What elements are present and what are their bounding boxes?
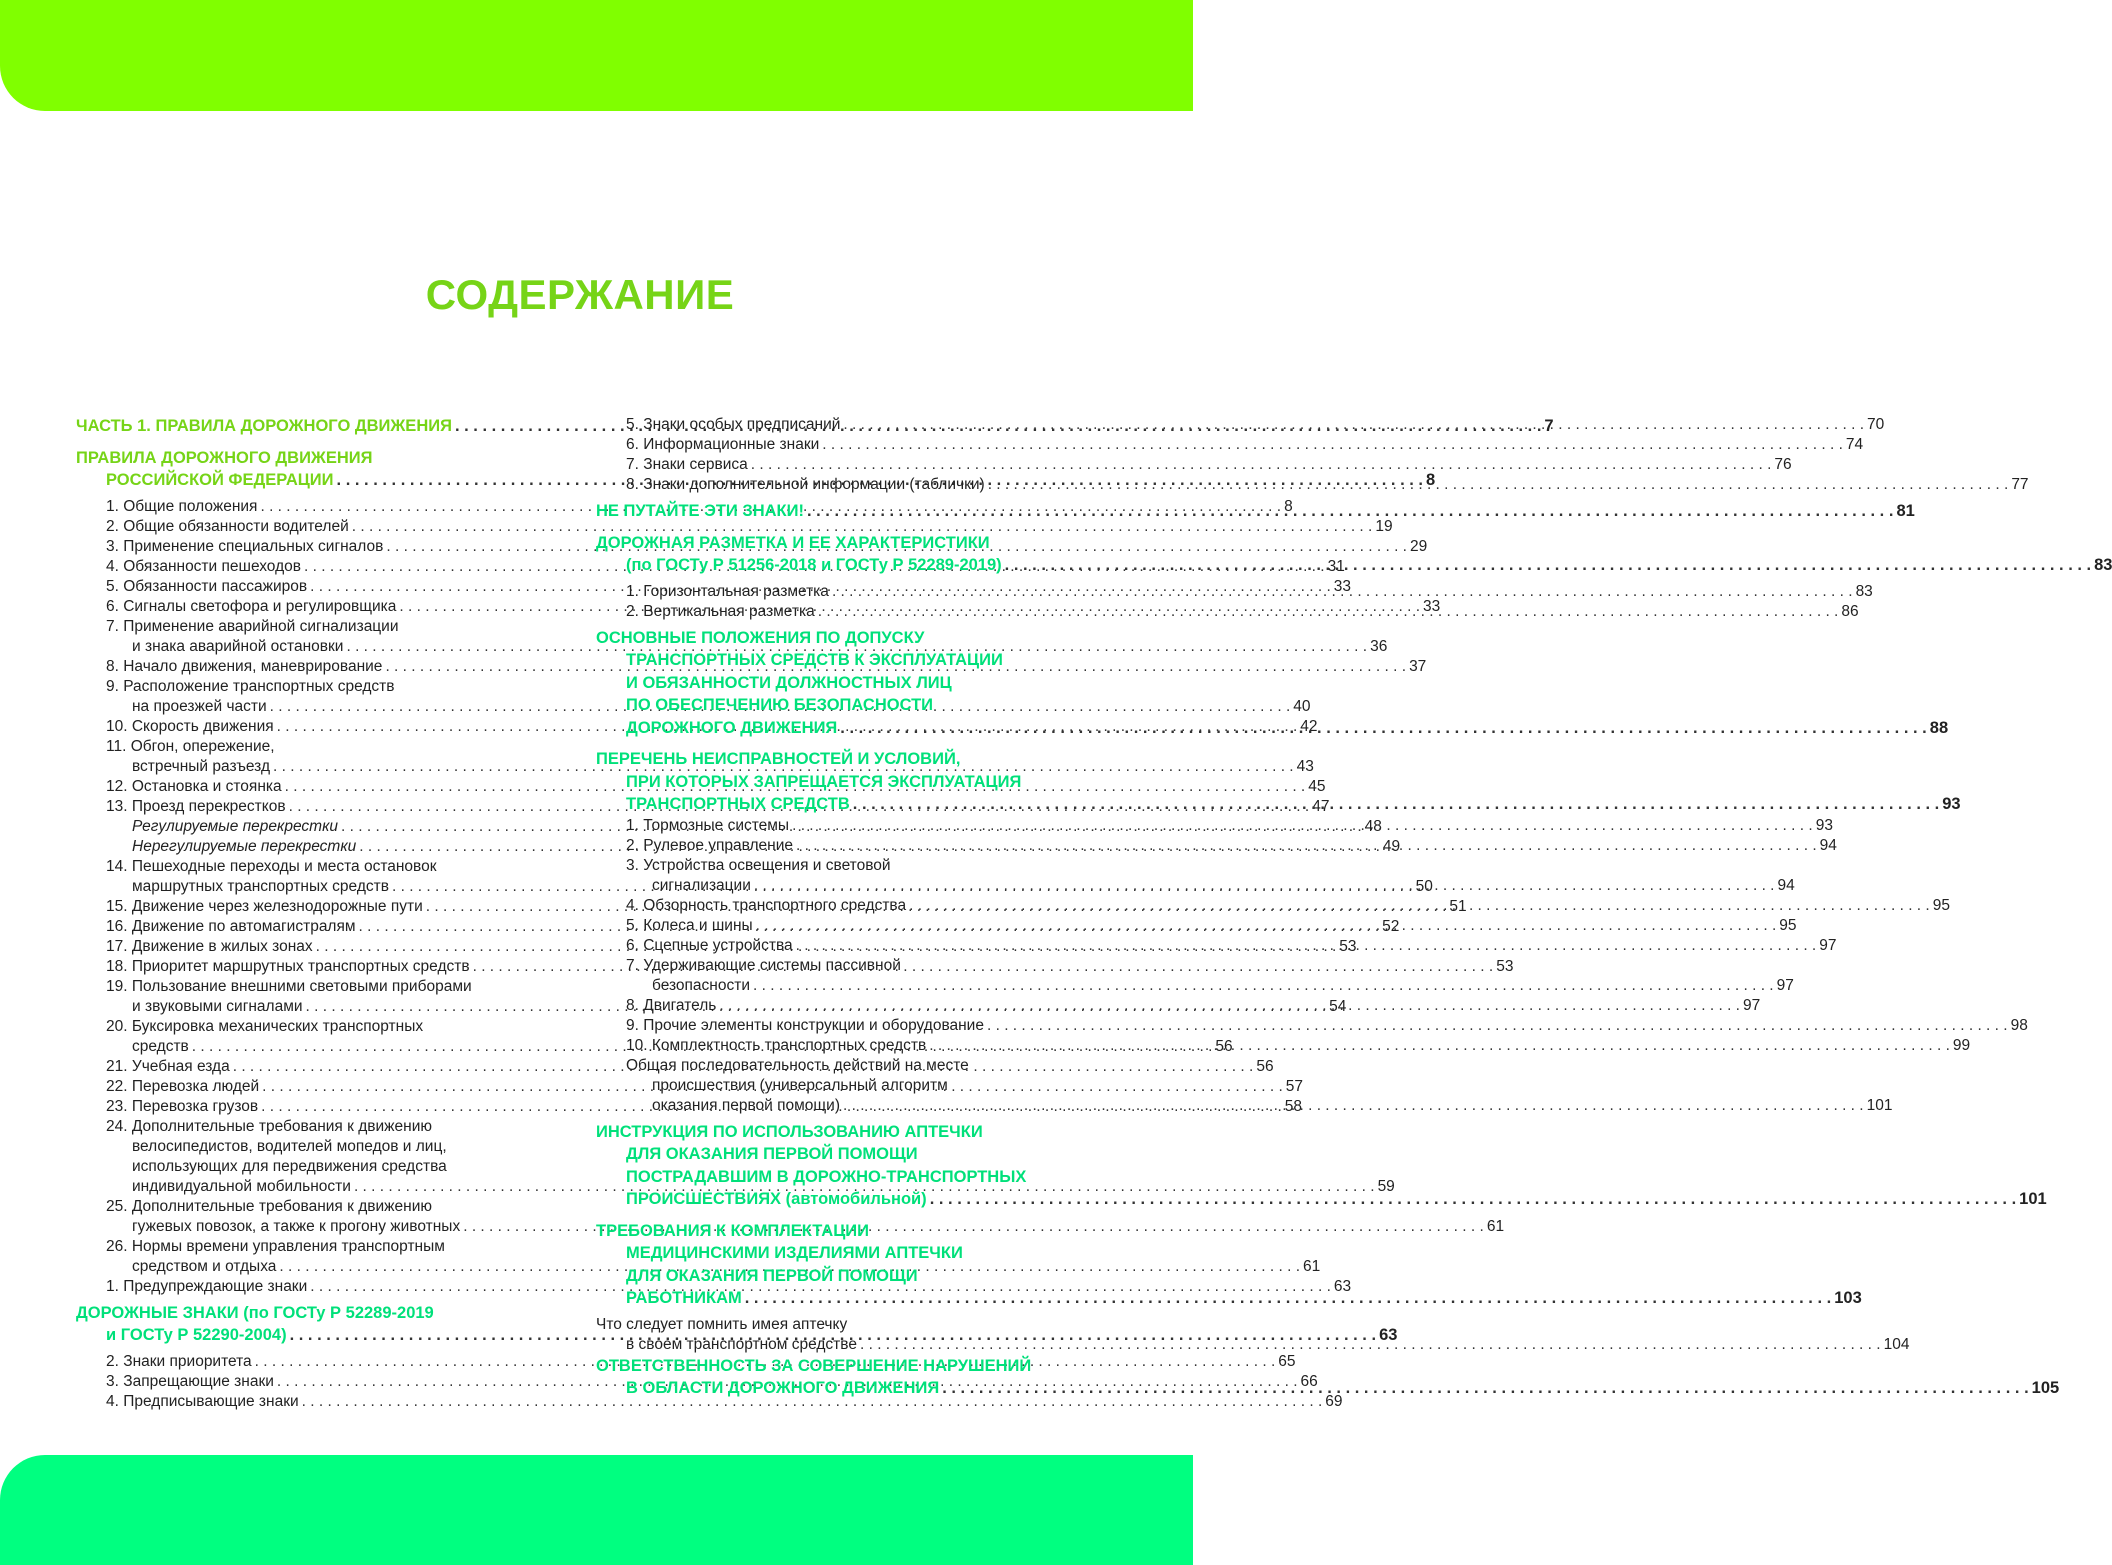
toc-entry-title: 10. Скорость движения xyxy=(106,717,274,735)
toc-leader-dots xyxy=(818,602,1839,622)
toc-entry-title: в своем транспортном средстве xyxy=(626,1335,857,1353)
toc-leader-dots xyxy=(796,936,1817,956)
toc-entry xyxy=(76,1237,568,1257)
toc-leader-dots xyxy=(792,816,1813,836)
toc-page-number: 95 xyxy=(1779,916,1797,934)
toc-page-number: 50 xyxy=(1415,877,1433,895)
toc-entry-title: 18. Приоритет маршрутных транспортных средств xyxy=(106,957,470,975)
toc-entry-title: ПРАВИЛА ДОРОЖНОГО ДВИЖЕНИЯ xyxy=(76,448,373,467)
toc-entry xyxy=(76,857,568,877)
toc-entry-title: 7. Применение аварийной сигнализации xyxy=(106,617,399,635)
toc-entry-title: МЕДИЦИНСКИМИ ИЗДЕЛИЯМИ АПТЕЧКИ xyxy=(626,1244,963,1262)
toc-entry-title: велосипедистов, водителей мопедов и лиц, xyxy=(132,1137,447,1155)
toc-page-number: 33 xyxy=(1423,597,1441,615)
toc-page-number: 53 xyxy=(1339,937,1357,955)
toc-page-number: 42 xyxy=(1300,717,1318,735)
toc-entry-title: 8. Знаки дополнительной информации (таблички) xyxy=(626,476,985,493)
toc-heading xyxy=(596,1220,1086,1243)
toc-page-number: 101 xyxy=(2019,1190,2047,1208)
toc-entry xyxy=(596,435,1864,455)
toc-page-number: 77 xyxy=(2011,476,2029,493)
toc-entry-title: ИНСТРУКЦИЯ ПО ИСПОЛЬЗОВАНИЮ АПТЕЧКИ xyxy=(596,1122,983,1141)
toc-entry-title: Нерегулируемые перекрестки xyxy=(132,837,357,855)
toc-leader-dots xyxy=(988,475,2009,495)
toc-page-number: 48 xyxy=(1364,817,1382,835)
toc-page-number: 63 xyxy=(1379,1326,1398,1344)
toc-entry-title: 6. Сцепные устройства xyxy=(626,936,793,954)
toc-entry xyxy=(596,1056,1086,1076)
toc-page-number: 88 xyxy=(1929,718,1949,737)
toc-entry-title: 2. Рулевое управление xyxy=(626,836,794,854)
toc-entry xyxy=(76,617,568,637)
toc-leader-dots xyxy=(796,836,1817,856)
toc-page-number: 74 xyxy=(1845,436,1864,453)
toc-entry-title: РОССИЙСКОЙ ФЕДЕРАЦИИ xyxy=(106,471,334,489)
toc-entry-title: 10. Комплектность транспортных средств xyxy=(626,1036,927,1054)
toc-entry xyxy=(596,856,1086,876)
toc-leader-dots xyxy=(832,582,1853,602)
toc-page-number: 83 xyxy=(2094,556,2112,574)
toc-entry-title: использующих для передвижения средства xyxy=(132,1157,447,1175)
toc-page-number: 56 xyxy=(1256,1057,1274,1075)
toc-entry-title: 19. Пользование внешними световыми приборами xyxy=(106,977,472,995)
toc-page-number: 59 xyxy=(1377,1177,1395,1195)
toc-entry-title: индивидуальной мобильности xyxy=(132,1177,351,1195)
toc-page-number: 95 xyxy=(1932,896,1950,914)
toc-page-number: 57 xyxy=(1285,1077,1304,1095)
toc-entry-title: (по ГОСТу Р 51256-2018 и ГОСТу Р 52289-2019) xyxy=(626,556,1002,574)
toc-page-number: 31 xyxy=(1327,557,1345,575)
toc-heading xyxy=(596,532,1086,555)
toc-entry-title: ДОРОЖНАЯ РАЗМЕТКА И ЕЕ ХАРАКТЕРИСТИКИ xyxy=(596,533,990,552)
toc-page-number: 45 xyxy=(1308,777,1326,795)
toc-leader-dots xyxy=(840,717,1926,740)
toc-entry-title: и звуковыми сигналами xyxy=(132,997,303,1015)
toc-entry xyxy=(76,677,568,697)
toc-entry-title: И ОБЯЗАННОСТИ ДОЛЖНОСТНЫХ ЛИЦ xyxy=(626,673,952,692)
toc-page-number: 66 xyxy=(1300,1372,1318,1390)
toc-entry-title: ДОРОЖНЫЕ ЗНАКИ (по ГОСТу Р 52289-2019 xyxy=(76,1303,434,1322)
toc-entry-title: 5. Обязанности пассажиров xyxy=(106,577,308,595)
toc-page-number: 53 xyxy=(1496,957,1514,975)
toc-page-number: 99 xyxy=(1952,1036,1971,1054)
toc-page-number: 101 xyxy=(1866,1096,1893,1114)
toc-entry-title: 24. Дополнительные требования к движению xyxy=(106,1117,432,1135)
toc-entry xyxy=(76,737,568,757)
toc-entry-title: 3. Запрещающие знаки xyxy=(106,1372,274,1390)
toc-entry-title: 9. Прочие элементы конструкции и оборудование xyxy=(626,1016,984,1034)
toc-page-number: 76 xyxy=(1774,456,1792,473)
toc-page-number: 8 xyxy=(1426,471,1436,489)
toc-entry-title: ОТВЕТСТВЕННОСТЬ ЗА СОВЕРШЕНИЕ НАРУШЕНИЙ xyxy=(596,1356,1032,1375)
toc-entry-title: на проезжей части xyxy=(132,697,267,715)
toc-leader-dots xyxy=(719,996,1740,1016)
toc-entry xyxy=(76,1197,568,1217)
toc-entry-title: 2. Вертикальная разметка xyxy=(626,602,815,620)
toc-entry-title: В ОБЛАСТИ ДОРОЖНОГО ДВИЖЕНИЯ xyxy=(626,1379,940,1397)
toc-entry xyxy=(596,475,2029,495)
toc-heading xyxy=(76,447,568,470)
toc-heading xyxy=(596,694,1086,717)
toc-entry-title: оказания первой помощи) xyxy=(652,1096,840,1114)
toc-entry-title: ДЛЯ ОКАЗАНИЯ ПЕРВОЙ ПОМОЩИ xyxy=(626,1145,918,1163)
toc-entry-title: 25. Дополнительные требования к движению xyxy=(106,1197,432,1215)
toc-entry-title: 1. Общие положения xyxy=(106,497,258,515)
toc-entry-title: ТРАНСПОРТНЫХ СРЕДСТВ xyxy=(626,795,850,813)
toc-leader-dots xyxy=(751,455,1772,475)
toc-page-number: 105 xyxy=(2031,1379,2060,1397)
toc-entry-title: безопасности xyxy=(652,976,750,994)
toc-entry-title: Что следует помнить имея аптечку xyxy=(596,1315,848,1333)
toc-entry-title: маршрутных транспортных средств xyxy=(132,877,389,895)
toc-entry-title: 22. Перевозка людей xyxy=(106,1077,260,1095)
toc-entry-title: ЧАСТЬ 1. ПРАВИЛА ДОРОЖНОГО ДВИЖЕНИЯ xyxy=(76,417,452,435)
toc-heading xyxy=(596,748,1086,771)
toc-heading xyxy=(596,1121,1086,1144)
toc-entry-title: средством и отдыха xyxy=(132,1257,277,1275)
toc-entry-title: 23. Перевозка грузов xyxy=(106,1097,259,1115)
toc-page-number: 61 xyxy=(1486,1217,1505,1235)
toc-page-number: 97 xyxy=(1776,976,1794,994)
toc-entry-title: 13. Проезд перекрестков xyxy=(106,797,286,815)
toc-entry-title: сигнализации xyxy=(652,876,751,894)
toc-page-number: 93 xyxy=(1942,795,1961,813)
toc-entry-title: НЕ ПУТАЙТЕ ЭТИ ЗНАКИ! xyxy=(596,502,804,520)
toc-entry xyxy=(76,517,1393,537)
toc-page-number: 29 xyxy=(1410,537,1428,555)
toc-entry-title: ПО ОБЕСПЕЧЕНИЮ БЕЗОПАСНОСТИ xyxy=(626,696,934,714)
toc-page-number: 81 xyxy=(1896,502,1915,520)
toc-heading xyxy=(596,1355,1086,1378)
toc-entry xyxy=(596,1016,2028,1036)
toc-entry-title: ДЛЯ ОКАЗАНИЯ ПЕРВОЙ ПОМОЩИ xyxy=(626,1266,918,1285)
toc-entry-title: ПРИ КОТОРЫХ ЗАПРЕЩАЕТСЯ ЭКСПЛУАТАЦИЯ xyxy=(626,772,1022,791)
toc-entry-title: 11. Обгон, опережение, xyxy=(106,737,275,755)
toc-heading xyxy=(596,500,1915,523)
toc-entry-title: 1. Тормозные системы xyxy=(626,816,790,834)
toc-heading xyxy=(596,1265,1086,1288)
toc-page-number: 69 xyxy=(1325,1392,1343,1410)
toc-leader-dots xyxy=(753,976,1774,996)
toc-entry-title: происшествия (универсальный алгоритм xyxy=(652,1076,948,1094)
toc-entry-title: 2. Знаки приоритета xyxy=(106,1352,252,1370)
toc-page-number: 7 xyxy=(1544,417,1554,435)
toc-entry xyxy=(76,1117,568,1137)
toc-entry-title: 4. Обзорность транспортного средства xyxy=(626,896,907,914)
toc-heading xyxy=(596,771,1086,794)
toc-leader-dots xyxy=(843,415,1864,435)
toc-page-number: 65 xyxy=(1278,1352,1296,1370)
toc-leader-dots xyxy=(930,1188,2016,1211)
toc-entry-title: 2. Общие обязанности водителей xyxy=(106,517,349,535)
toc-page-number: 52 xyxy=(1382,917,1400,935)
toc-entry-title: ПРОИСШЕСТВИЯХ (автомобильной) xyxy=(626,1190,927,1208)
toc-entry-title: ТРЕБОВАНИЯ К КОМПЛЕКТАЦИИ xyxy=(596,1221,869,1240)
toc-entry-title: и знака аварийной остановки xyxy=(132,637,344,655)
toc-leader-dots xyxy=(822,435,1843,455)
toc-page-number: 61 xyxy=(1303,1257,1321,1275)
toc-heading xyxy=(596,1166,1086,1189)
toc-entry-title: ТРАНСПОРТНЫХ СРЕДСТВ К ЭКСПЛУАТАЦИИ xyxy=(626,651,1003,669)
toc-entry xyxy=(596,976,1794,996)
toc-entry xyxy=(596,415,1885,435)
toc-entry-title: 7. Знаки сервиса xyxy=(626,456,748,473)
toc-page-number: 54 xyxy=(1329,997,1347,1015)
toc-heading xyxy=(596,627,1086,650)
toc-entry-title: 7. Удерживающие системы пассивной xyxy=(626,956,901,974)
toc-leader-dots xyxy=(843,1096,1864,1116)
toc-entry-title: ПЕРЕЧЕНЬ НЕИСПРАВНОСТЕЙ И УСЛОВИЙ, xyxy=(596,750,961,768)
toc-entry xyxy=(596,455,1792,475)
toc-entry-title: 4. Обязанности пешеходов xyxy=(106,557,301,575)
toc-entry xyxy=(596,1315,1086,1335)
toc-entry xyxy=(76,1277,1352,1297)
toc-leader-dots xyxy=(942,1377,2028,1400)
toc-page-number: 58 xyxy=(1284,1097,1303,1115)
toc-heading xyxy=(596,649,1086,672)
toc-leader-dots xyxy=(987,1016,2008,1036)
top-color-band xyxy=(0,0,1193,111)
toc-entry-title: ПОСТРАДАВШИМ В ДОРОЖНО-ТРАНСПОРТНЫХ xyxy=(626,1167,1027,1186)
toc-entry-title: 8. Двигатель xyxy=(626,996,717,1014)
toc-heading xyxy=(596,672,1086,695)
toc-page-number: 83 xyxy=(1855,582,1873,600)
toc-leader-dots xyxy=(754,876,1775,896)
toc-entry xyxy=(596,1076,1086,1096)
toc-entry-title: и ГОСТу Р 52290-2004) xyxy=(106,1326,287,1344)
toc-leader-dots xyxy=(745,1287,1831,1310)
toc-page-number: 94 xyxy=(1777,876,1795,894)
toc-entry xyxy=(76,977,568,997)
toc-page-number: 47 xyxy=(1312,797,1330,815)
toc-entry-title: 5. Колеса и шины xyxy=(626,916,753,934)
toc-entry-title: РАБОТНИКАМ xyxy=(626,1289,742,1307)
toc-page-number: 49 xyxy=(1382,837,1401,855)
toc-entry-title: ОСНОВНЫЕ ПОЛОЖЕНИЯ ПО ДОПУСКУ xyxy=(596,628,925,647)
toc-page-number: 104 xyxy=(1883,1335,1910,1353)
toc-page-number: 97 xyxy=(1743,996,1761,1014)
toc-entry-title: 14. Пешеходные переходы и места остановок xyxy=(106,857,437,875)
toc-entry-title: гужевых повозок, а также к прогону животных xyxy=(132,1217,461,1235)
toc-entry-title: ДОРОЖНОГО ДВИЖЕНИЯ xyxy=(626,718,838,737)
toc-page-number: 94 xyxy=(1819,836,1837,854)
toc-leader-dots xyxy=(1005,554,2091,577)
toc-heading xyxy=(596,1188,2047,1211)
toc-leader-dots xyxy=(860,1335,1881,1355)
toc-entry-title: 26. Нормы времени управления транспортным xyxy=(106,1237,445,1255)
toc-page-number: 93 xyxy=(1815,816,1833,834)
toc-entry-title: 4. Предписывающие знаки xyxy=(106,1392,299,1410)
toc-entry xyxy=(76,1177,1395,1197)
toc-page-number: 37 xyxy=(1409,657,1427,675)
toc-entry-title: 6. Информационные знаки xyxy=(626,436,820,453)
toc-heading xyxy=(596,1287,1862,1310)
toc-entry-title: Регулируемые перекрестки xyxy=(132,817,339,835)
toc-entry-title: 3. Устройства освещения и световой xyxy=(626,856,891,874)
toc-page-number: 36 xyxy=(1370,637,1388,655)
toc-entry-title: 3. Применение специальных сигналов xyxy=(106,537,384,555)
toc-page-number: 33 xyxy=(1333,577,1352,595)
toc-entry xyxy=(76,1017,568,1037)
toc-entry xyxy=(76,1392,1343,1412)
toc-page-number: 98 xyxy=(2010,1016,2028,1034)
toc-leader-dots xyxy=(929,1036,1950,1056)
toc-entry xyxy=(596,956,1086,976)
toc-page-number: 40 xyxy=(1293,697,1311,715)
toc-page-number: 86 xyxy=(1841,602,1859,620)
toc-heading xyxy=(596,1242,1086,1265)
toc-page-number: 43 xyxy=(1296,757,1314,775)
toc-entry-title: 20. Буксировка механических транспортных xyxy=(106,1017,424,1035)
toc-entry-title: 17. Движение в жилых зонах xyxy=(106,937,313,955)
toc-leader-dots xyxy=(853,793,1939,816)
toc-leader-dots xyxy=(909,896,1930,916)
toc-entry-title: 12. Остановка и стоянка xyxy=(106,777,282,795)
toc-page-number: 63 xyxy=(1333,1277,1352,1295)
toc-heading xyxy=(596,1143,1086,1166)
toc-entry-title: 16. Движение по автомагистралям xyxy=(106,917,356,935)
toc-heading xyxy=(76,1302,568,1325)
toc-entry-title: 5. Знаки особых предписаний xyxy=(626,416,841,433)
bottom-color-band xyxy=(0,1455,1193,1565)
toc-entry-title: средств xyxy=(132,1037,189,1055)
toc-entry xyxy=(76,1137,568,1157)
toc-page-number: 103 xyxy=(1834,1289,1862,1307)
toc-leader-dots xyxy=(807,500,1893,523)
toc-page-number: 19 xyxy=(1375,517,1393,535)
toc-page-number: 70 xyxy=(1867,416,1885,433)
toc-entry-title: встречный разъезд xyxy=(132,757,270,775)
toc-entry-title: 9. Расположение транспортных средств xyxy=(106,677,395,695)
toc-entry-title: 15. Движение через железнодорожные пути xyxy=(106,897,423,915)
page-title: СОДЕРЖАНИЕ xyxy=(425,271,735,319)
toc-entry xyxy=(76,1157,568,1177)
toc-entry-title: 1. Горизонтальная разметка xyxy=(626,582,829,600)
toc-entry-title: 8. Начало движения, маневрирование xyxy=(106,657,383,675)
toc-page-number: 8 xyxy=(1284,497,1293,515)
toc-entry-title: 1. Предупреждающие знаки xyxy=(106,1277,308,1295)
toc-page-number: 56 xyxy=(1215,1037,1233,1055)
toc-entry-title: Общая последовательность действий на месте xyxy=(626,1056,969,1074)
toc-entry-title: 6. Сигналы светофора и регулировщика xyxy=(106,597,397,615)
toc-leader-dots xyxy=(756,916,1777,936)
toc-page-number: 97 xyxy=(1819,936,1837,954)
toc-entry-title: 21. Учебная езда xyxy=(106,1057,230,1075)
toc-page-number: 51 xyxy=(1449,897,1467,915)
